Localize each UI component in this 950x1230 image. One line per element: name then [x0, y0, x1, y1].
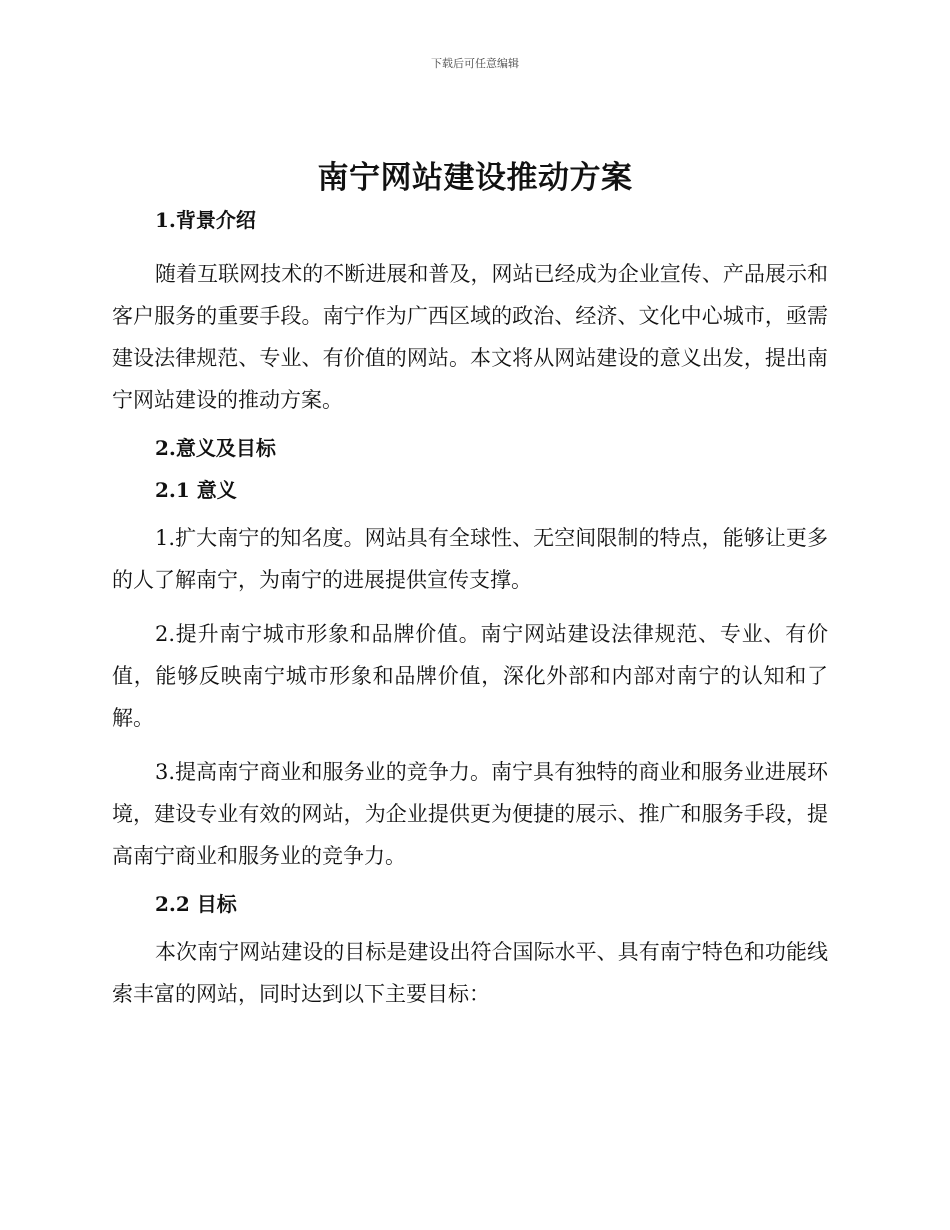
- paragraph-goals: 本次南宁网站建设的目标是建设出符合国际水平、具有南宁特色和功能线索丰富的网站，同时达到以下主要目标：: [112, 940, 828, 1006]
- paragraph-significance-1: 1.扩大南宁的知名度。网站具有全球性、无空间限制的特点，能够让更多的人了解南宁，为南宁的进展提供宣传支撑。: [112, 526, 828, 592]
- document-title: 南宁网站建设推动方案: [317, 160, 633, 196]
- paragraph-significance-2: 2.提升南宁城市形象和品牌价值。南宁网站建设法律规范、专业、有价值，能够反映南宁城市形象和品牌价值，深化外部和内部对南宁的认知和了解。: [112, 622, 828, 730]
- subsection-heading-goals: 2.2 目标: [155, 892, 237, 916]
- subsection-heading-significance: 2.1 意义: [155, 478, 237, 502]
- section-heading-significance-goals: 2.意义及目标: [155, 436, 276, 460]
- header-note: 下载后可任意编辑: [431, 57, 519, 70]
- section-heading-background: 1.背景介绍: [155, 208, 256, 232]
- document-body: [112, 205, 828, 1015]
- paragraph-significance-3: 3.提高南宁商业和服务业的竞争力。南宁具有独特的商业和服务业进展环境，建设专业有效的网站，为企业提供更为便捷的展示、推广和服务手段，提高南宁商业和服务业的竞争力。: [112, 760, 828, 868]
- paragraph-background: 随着互联网技术的不断进展和普及，网站已经成为企业宣传、产品展示和客户服务的重要手段。南宁作为广西区域的政治、经济、文化中心城市，亟需建设法律规范、专业、有价值的网站。本文将从网站建设的意义出发，提出南宁网站建设的推动方案。: [112, 262, 828, 412]
